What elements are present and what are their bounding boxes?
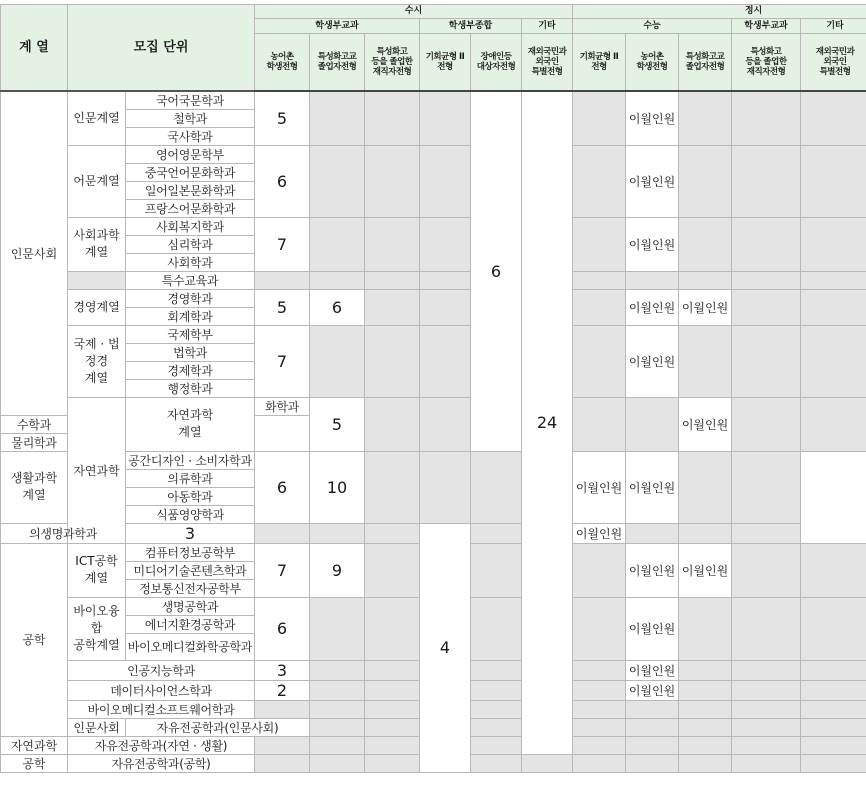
blank-cell (310, 718, 365, 736)
blank-cell (365, 145, 420, 217)
susi-group-1: 학생부교과 (255, 19, 420, 34)
blank-cell (679, 325, 732, 397)
carry-saeng-voc: 이월인원 (626, 451, 679, 523)
blank-cell (310, 660, 365, 680)
blank-cell (801, 289, 866, 325)
dept-intl: 국제학부 (126, 325, 255, 343)
blank-cell (679, 736, 732, 754)
blank-cell (68, 271, 126, 289)
blank-cell (573, 271, 626, 289)
value-saeng-farm: 6 (255, 451, 310, 523)
dept-cloth: 의류학과 (126, 469, 255, 487)
dept-admin: 행정학과 (126, 379, 255, 397)
dept-business: 경영학과 (126, 289, 255, 307)
blank-cell (420, 397, 471, 451)
dept-biosw: 바이오메디컬소프트웨어학과 (68, 700, 255, 718)
value-data-farm: 2 (255, 680, 310, 700)
blank-cell (365, 271, 420, 289)
subgroup-inmun: 인문계열 (68, 91, 126, 146)
blank-cell (801, 680, 866, 700)
carry-bio: 이월인원 (626, 597, 679, 660)
blank-cell (679, 718, 732, 736)
value-gyeong-voc: 6 (310, 289, 365, 325)
jeongsi-type-4: 특성화고 등을 졸업한 재직자전형 (732, 34, 801, 91)
value-ict-voc: 9 (310, 543, 365, 597)
blank-cell (365, 523, 420, 543)
dept-lifesci: 의생명과학과 (1, 523, 126, 543)
blank-cell (365, 597, 420, 660)
dept-ai: 인공지능학과 (68, 660, 255, 680)
blank-cell (801, 597, 866, 660)
blank-cell (573, 660, 626, 680)
col-header-group: 계 열 (1, 5, 68, 91)
blank-cell (365, 736, 420, 754)
dept-chem: 화학과 (255, 397, 310, 415)
blank-cell (471, 700, 522, 718)
blank-cell (365, 325, 420, 397)
blank-cell (732, 217, 801, 271)
dept-child: 아동학과 (126, 487, 255, 505)
blank-cell (679, 700, 732, 718)
blank-cell (679, 91, 732, 146)
blank-cell (310, 700, 365, 718)
blank-cell (801, 271, 866, 289)
dept-media: 미디어기술콘텐츠학과 (126, 561, 255, 579)
subgroup-sahoe: 사회과학 계열 (68, 217, 126, 271)
blank-cell (573, 325, 626, 397)
blank-cell (679, 523, 732, 543)
blank-cell (471, 523, 522, 543)
blank-cell (365, 289, 420, 325)
blank-cell (365, 680, 420, 700)
dept-free-eng: 자유전공학과(공학) (68, 754, 255, 772)
dept-free-hum: 자유전공학과(인문사회) (126, 718, 310, 736)
dept-biomed: 바이오메디컬화학공학과 (126, 633, 255, 660)
dept-law: 법학과 (126, 343, 255, 361)
dept-accounting: 회계학과 (126, 307, 255, 325)
subgroup-gyeongyeong: 경영계열 (68, 289, 126, 325)
blank-cell (573, 736, 626, 754)
carry-lifesci: 이월인원 (573, 523, 626, 543)
blank-cell (801, 397, 866, 451)
carry-ict-voc: 이월인원 (679, 543, 732, 597)
dept-free-sci: 자유전공학과(자연 · 생활) (68, 736, 255, 754)
value-lifesci-farm: 3 (126, 523, 255, 543)
group-science: 자연과학 (68, 397, 126, 543)
jeongsi-type-5: 재외국민과 외국인 특별전형 (801, 34, 866, 91)
dept-datasci: 데이터사이언스학과 (68, 680, 255, 700)
blank-cell (365, 700, 420, 718)
subgroup-jayeon: 자연과학 계열 (126, 397, 255, 451)
col-header-unit: 모집 단위 (68, 5, 255, 91)
blank-cell (471, 660, 522, 680)
blank-cell (732, 718, 801, 736)
blank-cell (732, 145, 801, 217)
blank-cell (365, 91, 420, 146)
blank-cell (801, 217, 866, 271)
blank-cell (626, 523, 679, 543)
dept-computer: 컴퓨터정보공학부 (126, 543, 255, 561)
susi-type-5: 장애인등 대상자전형 (471, 34, 522, 91)
dept-telecom: 정보통신전자공학부 (126, 579, 255, 597)
dept-japanese: 일어일본문화학과 (126, 181, 255, 199)
blank-cell (471, 718, 522, 736)
group-humanities: 인문사회 (1, 91, 68, 416)
susi-type-2: 특성화고교 졸업자전형 (310, 34, 365, 91)
group-engineering: 공학 (1, 543, 68, 736)
blank-cell (626, 754, 679, 772)
blank-cell (365, 718, 420, 736)
dept-philosophy: 철학과 (126, 109, 255, 127)
value-disabled-science: 4 (420, 523, 471, 772)
susi-type-6: 재외국민과 외국인 특별전형 (522, 34, 573, 91)
blank-cell (626, 736, 679, 754)
blank-cell (679, 451, 732, 523)
blank-cell (310, 597, 365, 660)
dept-welfare: 사회복지학과 (126, 217, 255, 235)
blank-cell (801, 145, 866, 217)
susi-type-4: 기회균형 II 전형 (420, 34, 471, 91)
blank-cell (732, 91, 801, 146)
blank-cell (732, 700, 801, 718)
blank-cell (679, 680, 732, 700)
group-engineering-free: 공학 (1, 754, 68, 772)
dept-psych: 심리학과 (126, 235, 255, 253)
blank-cell (420, 217, 471, 271)
blank-cell (626, 718, 679, 736)
blank-cell (255, 700, 310, 718)
blank-cell (573, 145, 626, 217)
dept-space: 공간디자인 · 소비자학과 (126, 451, 255, 469)
jeongsi-group-2: 학생부교과 (732, 19, 801, 34)
value-disabled-humanities: 6 (471, 91, 522, 452)
blank-cell (732, 736, 801, 754)
blank-cell (255, 736, 310, 754)
jeongsi-group-1: 수능 (573, 19, 732, 34)
dept-food: 식품영양학과 (126, 505, 255, 523)
susi-type-3: 특성화고 등을 졸업한 재직자전형 (365, 34, 420, 91)
value-gyeong-farm: 5 (255, 289, 310, 325)
blank-cell (801, 700, 866, 718)
blank-cell (732, 680, 801, 700)
blank-cell (573, 217, 626, 271)
blank-cell (732, 397, 801, 451)
jeongsi-type-1: 기회균형 II 전형 (573, 34, 626, 91)
blank-cell (679, 145, 732, 217)
dept-energy: 에너지환경공학과 (126, 615, 255, 633)
carry-sahoe: 이월인원 (626, 217, 679, 271)
blank-cell (732, 271, 801, 289)
blank-cell (471, 736, 522, 754)
blank-cell (420, 451, 471, 523)
blank-cell (365, 660, 420, 680)
dept-chinese: 중국언어문화학과 (126, 163, 255, 181)
blank-cell (310, 145, 365, 217)
blank-cell (573, 680, 626, 700)
blank-cell (471, 680, 522, 700)
jeongsi-group-3: 기타 (801, 19, 866, 34)
carry-gyeong-farm: 이월인원 (626, 289, 679, 325)
carry-inmun: 이월인원 (626, 91, 679, 146)
admissions-table (0, 4, 866, 773)
blank-cell (732, 660, 801, 680)
dept-french: 프랑스어문화학과 (126, 199, 255, 217)
subgroup-eomun: 어문계열 (68, 145, 126, 217)
header-susi: 수시 (255, 5, 573, 19)
blank-cell (573, 397, 626, 451)
dept-biotech: 생명공학과 (126, 597, 255, 615)
dept-korean: 국어국문학과 (126, 91, 255, 110)
blank-cell (679, 217, 732, 271)
blank-cell (679, 271, 732, 289)
blank-cell (573, 718, 626, 736)
blank-cell (626, 271, 679, 289)
susi-group-2: 학생부종합 (420, 19, 522, 34)
header-jeongsi: 정시 (573, 5, 866, 19)
blank-cell (310, 217, 365, 271)
blank-cell (801, 91, 866, 146)
jeongsi-type-3: 특성화고교 졸업자전형 (679, 34, 732, 91)
value-ai-farm: 3 (255, 660, 310, 680)
carry-saeng-farm: 이월인원 (573, 451, 626, 523)
value-bio-farm: 6 (255, 597, 310, 660)
blank-cell (310, 523, 365, 543)
blank-cell (679, 660, 732, 680)
value-sahoe-farm: 7 (255, 217, 310, 271)
blank-cell (732, 523, 801, 543)
blank-cell (255, 271, 310, 289)
blank-cell (420, 145, 471, 217)
blank-cell (732, 754, 801, 772)
blank-cell (310, 680, 365, 700)
value-eomun-farm: 6 (255, 145, 310, 217)
jeongsi-type-2: 농어촌 학생전형 (626, 34, 679, 91)
blank-cell (801, 754, 866, 772)
blank-cell (573, 289, 626, 325)
blank-cell (255, 754, 310, 772)
blank-cell (471, 754, 522, 772)
group-science-free: 자연과학 (1, 736, 68, 754)
blank-cell (573, 91, 626, 146)
carry-eomun: 이월인원 (626, 145, 679, 217)
carry-jayeon: 이월인원 (679, 397, 732, 451)
dept-sociology: 사회학과 (126, 253, 255, 271)
subgroup-saenghwal: 생활과학 계열 (1, 451, 68, 523)
subgroup-bio: 바이오융합 공학계열 (68, 597, 126, 660)
subgroup-gukje: 국제 · 법정경 계열 (68, 325, 126, 397)
blank-cell (420, 271, 471, 289)
blank-cell (420, 289, 471, 325)
blank-cell (310, 325, 365, 397)
blank-cell (420, 91, 471, 146)
blank-cell (471, 543, 522, 597)
blank-cell (732, 597, 801, 660)
blank-cell (310, 736, 365, 754)
value-gukje-farm: 7 (255, 325, 310, 397)
carry-gukje: 이월인원 (626, 325, 679, 397)
blank-cell (365, 754, 420, 772)
blank-cell (573, 597, 626, 660)
value-saeng-voc: 10 (310, 451, 365, 523)
blank-cell (471, 597, 522, 660)
blank-cell (255, 523, 310, 543)
blank-cell (522, 754, 573, 772)
blank-cell (801, 736, 866, 754)
carry-ai: 이월인원 (626, 660, 679, 680)
carry-data: 이월인원 (626, 680, 679, 700)
blank-cell (573, 543, 626, 597)
blank-cell (573, 754, 626, 772)
blank-cell (310, 91, 365, 146)
subgroup-ict: ICT공학 계열 (68, 543, 126, 597)
blank-cell (732, 325, 801, 397)
blank-cell (626, 397, 679, 451)
blank-cell (801, 660, 866, 680)
blank-cell (365, 217, 420, 271)
blank-cell (365, 397, 420, 451)
blank-cell (573, 700, 626, 718)
blank-cell (801, 325, 866, 397)
value-jayeon-farm: 5 (310, 397, 365, 451)
carry-ict-farm: 이월인원 (626, 543, 679, 597)
dept-econ: 경제학과 (126, 361, 255, 379)
value-ict-farm: 7 (255, 543, 310, 597)
blank-cell (310, 271, 365, 289)
blank-cell (732, 451, 801, 523)
dept-history: 국사학과 (126, 127, 255, 145)
value-foreign: 24 (522, 91, 573, 755)
dept-english: 영어영문학부 (126, 145, 255, 163)
blank-cell (679, 754, 732, 772)
blank-cell (471, 451, 522, 523)
group-humanities-free: 인문사회 (68, 718, 126, 736)
value-inmun-farm: 5 (255, 91, 310, 146)
carry-gyeong-voc: 이월인원 (679, 289, 732, 325)
susi-group-3: 기타 (522, 19, 573, 34)
blank-cell (732, 289, 801, 325)
susi-type-1: 농어촌 학생전형 (255, 34, 310, 91)
blank-cell (679, 597, 732, 660)
blank-cell (420, 325, 471, 397)
dept-special: 특수교육과 (126, 271, 255, 289)
blank-cell (801, 718, 866, 736)
blank-cell (365, 451, 420, 523)
blank-cell (801, 543, 866, 597)
blank-cell (310, 754, 365, 772)
dept-physics: 물리학과 (1, 433, 68, 451)
blank-cell (365, 543, 420, 597)
dept-math: 수학과 (1, 415, 68, 433)
blank-cell (626, 700, 679, 718)
blank-cell (732, 543, 801, 597)
